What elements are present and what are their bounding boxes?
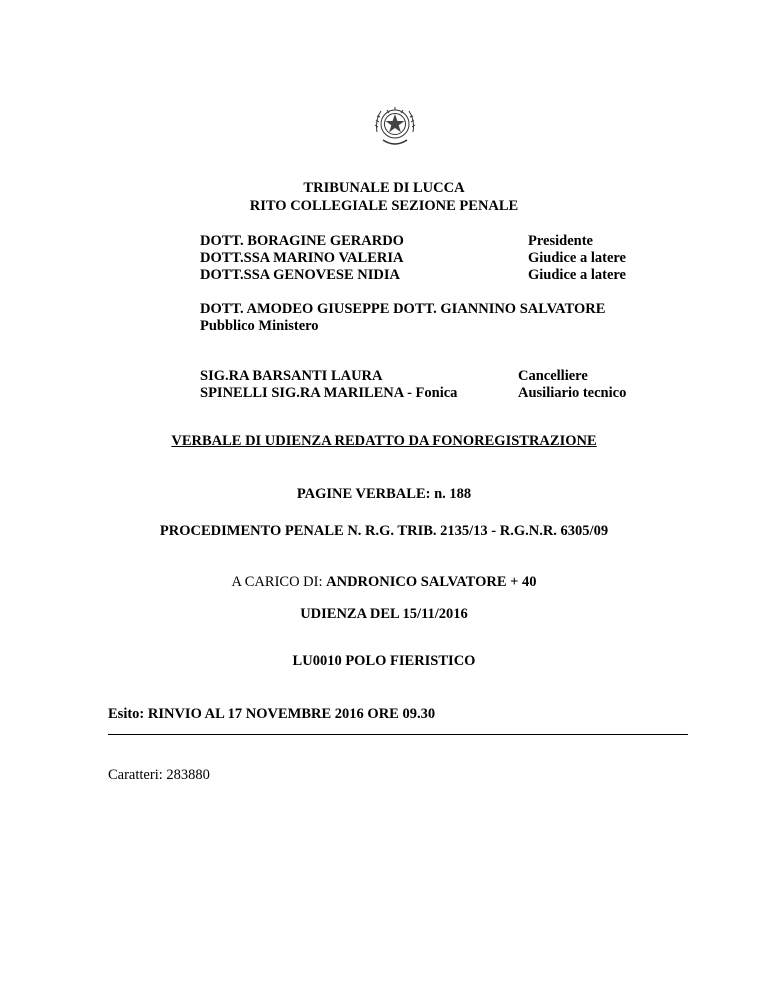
divider-line [108, 734, 688, 735]
staff-role-ausiliario: Ausiliario tecnico [518, 385, 627, 401]
court-section: RITO COLLEGIALE SEZIONE PENALE [249, 198, 519, 214]
staff-name-cancelliere: SIG.RA BARSANTI LAURA [200, 368, 383, 384]
italian-republic-emblem-icon [373, 102, 417, 148]
prosecutor-names: DOTT. AMODEO GIUSEPPE DOTT. GIANNINO SALVATORE [200, 301, 606, 317]
judge-name-latere-1: DOTT.SSA MARINO VALERIA [200, 250, 404, 266]
verbale-title: VERBALE DI UDIENZA REDATTO DA FONOREGISTRAZIONE [171, 433, 597, 449]
charge-line [0, 573, 768, 591]
prosecutor-role: Pubblico Ministero [200, 318, 319, 334]
procedure-number: PROCEDIMENTO PENALE N. R.G. TRIB. 2135/13 - R.G.N.R. 6305/09 [159, 523, 609, 539]
court-name: TRIBUNALE DI LUCCA [303, 180, 465, 196]
judge-role-presidente: Presidente [528, 233, 593, 249]
pages-count: PAGINE VERBALE: n. 188 [296, 486, 472, 502]
character-count: Caratteri: 283880 [108, 767, 210, 783]
staff-role-cancelliere: Cancelliere [518, 368, 588, 384]
judge-role-latere-2: Giudice a latere [528, 267, 626, 283]
hearing-date: UDIENZA DEL 15/11/2016 [300, 606, 468, 622]
judge-role-latere-1: Giudice a latere [528, 250, 626, 266]
judge-name-latere-2: DOTT.SSA GENOVESE NIDIA [200, 267, 400, 283]
hearing-location: LU0010 POLO FIERISTICO [292, 653, 476, 669]
staff-name-fonica: SPINELLI SIG.RA MARILENA - Fonica [200, 385, 458, 401]
judge-name-presidente: DOTT. BORAGINE GERARDO [200, 233, 404, 249]
charge-label: A CARICO DI: [231, 574, 327, 590]
charge-defendants: ANDRONICO SALVATORE + 40 [326, 574, 537, 590]
hearing-outcome: Esito: RINVIO AL 17 NOVEMBRE 2016 ORE 09.30 [108, 706, 436, 722]
